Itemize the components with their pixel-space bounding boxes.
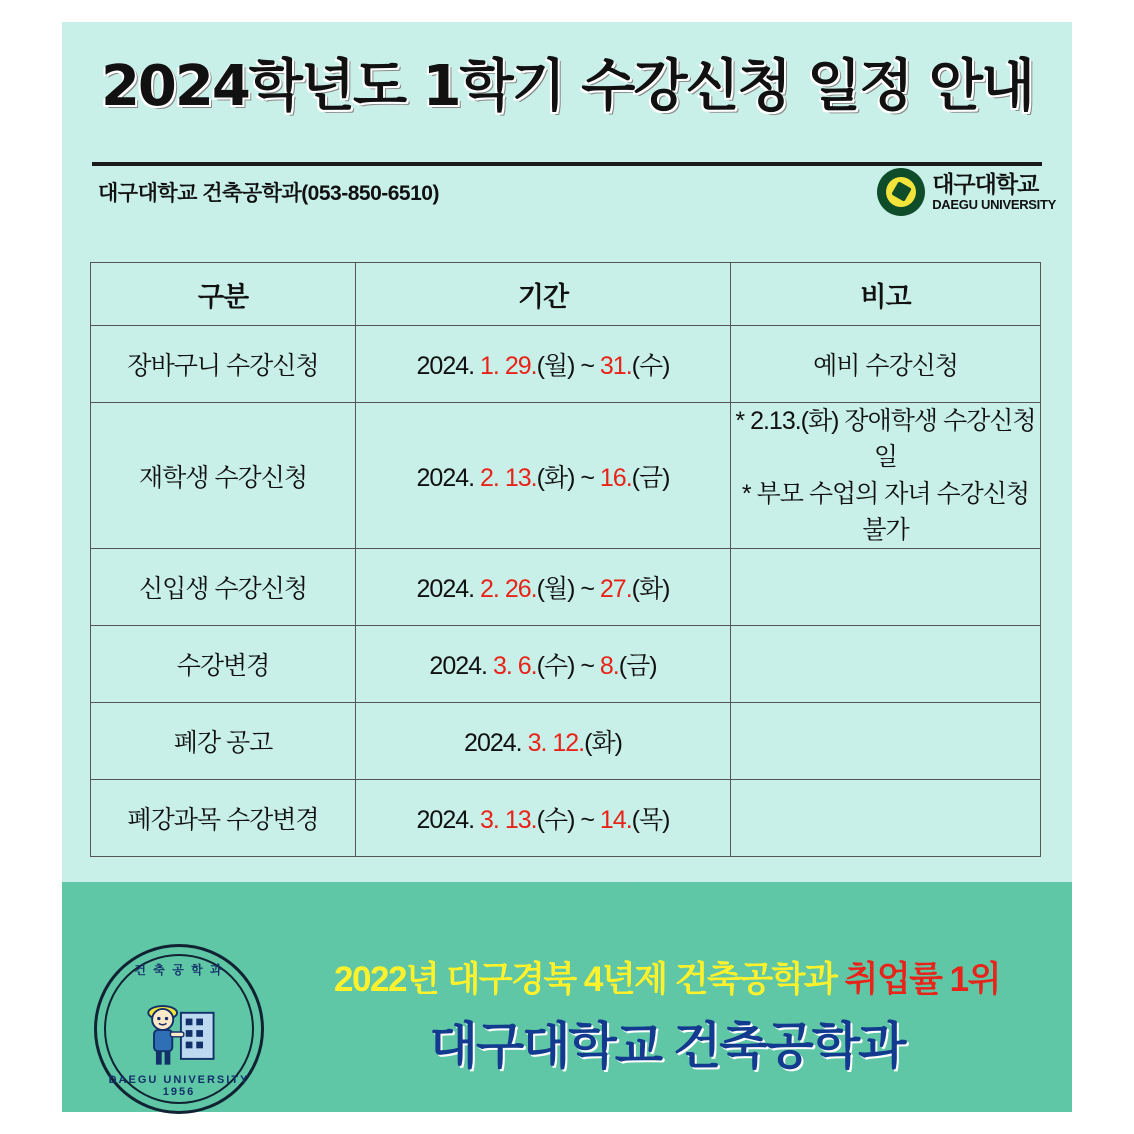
period-end: 14.	[599, 806, 632, 834]
cell-period	[356, 403, 731, 549]
page-title: 2024학년도 1학기 수강신청 일정 안내	[100, 54, 1034, 119]
period-start-suffix: (수) ~	[536, 806, 600, 834]
title-divider	[92, 162, 1042, 166]
cell-category: 수강변경	[91, 626, 356, 703]
period-end-suffix: (화)	[631, 575, 670, 603]
period-start: 2. 26.	[480, 575, 537, 603]
note-line: * 부모 수업의 자녀 수강신청 불가	[741, 479, 1030, 544]
cell-note	[731, 703, 1041, 780]
schedule-table	[90, 262, 1041, 857]
footer-line-1	[277, 952, 1057, 1002]
cell-note	[731, 626, 1041, 703]
cell-category: 신입생 수강신청	[91, 549, 356, 626]
table-row	[91, 326, 1041, 403]
footer-line-2: 대구대학교 건축공학과	[429, 1018, 905, 1074]
period-end-suffix: (금)	[631, 463, 670, 492]
period-end: 8.	[599, 652, 619, 680]
seal-top-text: 건 축 공 학 과	[134, 963, 224, 977]
period-end-suffix: (목)	[631, 806, 670, 834]
cell-note	[731, 549, 1041, 626]
table-row	[91, 780, 1041, 857]
table-row	[91, 626, 1041, 703]
period-prefix: 2024.	[416, 463, 481, 492]
university-names	[932, 172, 1056, 212]
period-prefix: 2024.	[416, 352, 481, 380]
header-category: 구분	[91, 263, 356, 326]
period-start: 1. 29.	[480, 352, 537, 380]
period-start-suffix: (월) ~	[536, 352, 600, 380]
poster-panel	[62, 22, 1072, 1112]
period-end-suffix: (수)	[631, 352, 670, 380]
mascot-icon	[131, 984, 227, 1080]
period-prefix: 2024.	[464, 729, 528, 757]
cell-period	[356, 703, 731, 780]
footer-band-notch	[62, 882, 652, 938]
cell-period	[356, 326, 731, 403]
seal-bottom-text: DAEGU UNIVERSITY 1956	[108, 1074, 250, 1098]
university-logo	[877, 168, 1056, 216]
period-prefix: 2024.	[416, 806, 481, 834]
footer-text-block	[277, 952, 1057, 1078]
cell-category: 폐강과목 수강변경	[91, 780, 356, 857]
cell-period	[356, 780, 731, 857]
cell-category: 재학생 수강신청	[91, 403, 356, 549]
title-block	[62, 42, 1072, 122]
table-row	[91, 403, 1041, 549]
period-start-suffix: (수) ~	[536, 652, 600, 680]
period-end: 16.	[599, 463, 632, 492]
cell-category: 폐강 공고	[91, 703, 356, 780]
department-seal-icon	[94, 944, 264, 1114]
period-start: 3. 6.	[492, 652, 537, 680]
cell-category: 장바구니 수강신청	[91, 326, 356, 403]
period-end-suffix: (금)	[618, 652, 657, 680]
period-start-suffix: (화)	[584, 729, 622, 757]
university-name-en: DAEGU UNIVERSITY	[932, 196, 1056, 212]
period-prefix: 2024.	[416, 575, 481, 603]
cell-period	[356, 626, 731, 703]
cell-note: 예비 수강신청	[731, 326, 1041, 403]
table-row	[91, 703, 1041, 780]
university-seal-icon	[877, 168, 925, 216]
header-period: 기간	[356, 263, 731, 326]
header-note: 비고	[731, 263, 1041, 326]
cell-note	[731, 403, 1041, 549]
period-start: 3. 13.	[480, 806, 537, 834]
period-start: 2. 13.	[480, 463, 537, 492]
footer-line-1-red: 취업률 1위	[844, 960, 1000, 999]
university-name-ko: 대구대학교	[932, 171, 1039, 198]
period-start: 3. 12.	[527, 729, 585, 757]
period-end: 27.	[599, 575, 632, 603]
table-row	[91, 549, 1041, 626]
period-end: 31.	[599, 352, 632, 380]
period-start-suffix: (화) ~	[536, 463, 600, 492]
cell-period	[356, 549, 731, 626]
department-contact: 대구대학교 건축공학과(053-850-6510)	[98, 182, 439, 205]
table-header-row	[91, 263, 1041, 326]
period-prefix: 2024.	[429, 652, 493, 680]
footer-band	[62, 882, 1072, 1112]
cell-note	[731, 780, 1041, 857]
footer-line-1-yellow: 2022년 대구경북 4년제 건축공학과	[334, 960, 837, 999]
period-start-suffix: (월) ~	[536, 575, 600, 603]
note-line: * 2.13.(화) 장애학생 수강신청일	[735, 407, 1036, 472]
